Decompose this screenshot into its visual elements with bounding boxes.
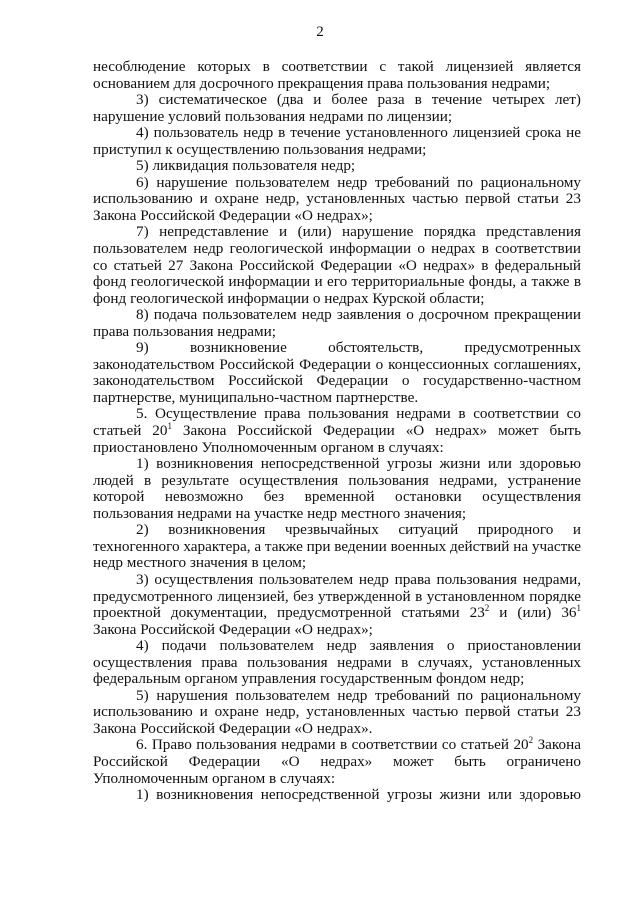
paragraph-text: 3) систематическое (два и более раза в течение четырех лет) нарушение условий пользования недрами по лицензии; (93, 91, 581, 125)
paragraph-6 (93, 307, 581, 340)
superscript: 1 (167, 420, 172, 431)
paragraph-text: 8) подача пользователем недр заявления о досрочном прекращении права пользования недрами; (93, 306, 581, 340)
paragraph-text: 6) нарушение пользователем недр требований по рациональному использованию и охране недр, установленных частью первой статьи 23 Закона Российской Федерации «О недрах»; (93, 173, 581, 224)
paragraph-1 (93, 92, 581, 125)
paragraph-text: 2) возникновения чрезвычайных ситуаций природного и техногенного характера, а также при ведении военных действий на участке недр местного значения в целом; (93, 521, 581, 572)
paragraph-9 (93, 456, 581, 522)
paragraph-0 (93, 59, 581, 92)
paragraph-text: 5) ликвидация пользователя недр; (136, 157, 356, 175)
paragraph-text: Закона Российской Федерации «О недрах» может быть ограничено Уполномоченным органом в случаях: (93, 736, 581, 787)
paragraph-4 (93, 175, 581, 225)
paragraph-text: 3) осуществления пользователем недр права пользования недрами, предусмотренного лицензией, без утвержденной в установленном порядке проектной документации, предусмотренной статьями 23 (93, 570, 581, 622)
paragraph-12 (93, 638, 581, 688)
paragraph-13 (93, 688, 581, 738)
paragraph-text: 4) подачи пользователем недр заявления о приостановлении осуществления права пользования недрами в случаях, установленных федеральным органом управления государственным фондом недр; (93, 637, 581, 688)
page-number: 2 (316, 24, 324, 40)
paragraph-7 (93, 340, 581, 406)
paragraph-5 (93, 224, 581, 307)
paragraph-8 (93, 406, 581, 456)
paragraph-3 (93, 158, 581, 175)
paragraph-text: и (или) 36 (489, 604, 577, 622)
superscript: 1 (576, 602, 582, 613)
paragraph-14 (93, 737, 581, 787)
paragraph-text: 5) нарушения пользователем недр требований по рациональному использованию и охране недр, установленных частью первой статьи 23 Закона Российской Федерации «О недрах». (93, 686, 581, 737)
paragraph-text: 6. Право пользования недрами в соответствии со статьей 20 (136, 736, 529, 754)
paragraph-text: 7) непредставление и (или) нарушение порядка представления пользователем недр геологической информации о недрах в соответствии со статьей 27 Закона Российской Федерации «О недрах» в федеральный фонд геологической информации и его территориальные фонды, а также в фонд геологической информации о недрах Курской области; (93, 223, 581, 307)
paragraph-text: Закона Российской Федерации «О недрах» может быть приостановлено Уполномоченным органом в случаях: (93, 422, 581, 456)
paragraph-text: 9) возникновение обстоятельств, предусмотренных законодательством Российской Федерации о концессионных соглашениях, законодательством Российской Федерации о государственно-частном партнерстве, муниципально-частном партнерстве. (93, 339, 581, 406)
paragraph-2 (93, 125, 581, 158)
paragraph-10 (93, 522, 581, 572)
paragraph-text: несоблюдение которых в соответствии с такой лицензией является основанием для досрочного прекращения права пользования недрами; (93, 58, 581, 92)
document-body (93, 59, 581, 804)
paragraph-text: Закона Российской Федерации «О недрах»; (93, 620, 373, 638)
paragraph-text: 4) пользователь недр в течение установленного лицензией срока не приступил к осуществлению пользования недрами; (93, 124, 581, 158)
paragraph-text: 5. Осуществление права пользования недрами в соответствии со статьей 20 (93, 405, 581, 440)
superscript: 2 (484, 602, 490, 613)
superscript: 2 (528, 735, 534, 746)
paragraph-text: 1) возникновения непосредственной угрозы жизни или здоровью людей в результате осуществления пользования недрами, устранение которой невозможно без временной остановки осуществления пользования недрами на участке недр местного значения; (93, 455, 581, 522)
paragraph-15 (93, 787, 581, 804)
paragraph-11 (93, 572, 581, 638)
paragraph-text: 1) возникновения непосредственной угрозы жизни или здоровью (136, 786, 581, 804)
